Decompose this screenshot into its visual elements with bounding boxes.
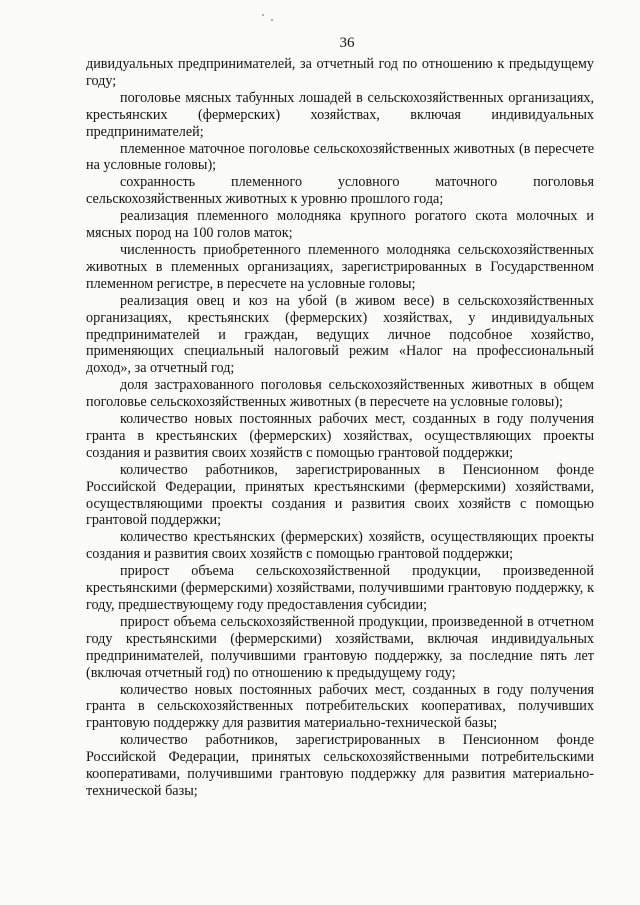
paragraph-new-jobs-cooperatives: количество новых постоянных рабочих мест, созданных в году получения гранта в сельскохозяйственных потребительских кооперативах, получивших грантовую поддержку для развития материально-технической базы;: [86, 681, 594, 732]
paragraph-breeding-livestock: племенное маточное поголовье сельскохозяйственных животных (в пересчете на условные головы);: [86, 140, 594, 174]
paragraph-horse-livestock: поголовье мясных табунных лошадей в сельскохозяйственных организациях, крестьянских (фермерских) хозяйствах, включая индивидуальных предпринимателей;: [86, 89, 594, 140]
paragraph-livestock-preservation: сохранность племенного условного маточного поголовья сельскохозяйственных животных к уровню прошлого года;: [86, 174, 594, 208]
scan-speck: [262, 14, 264, 16]
paragraph-new-jobs-farms: количество новых постоянных рабочих мест, созданных в году получения гранта в крестьянских (фермерских) хозяйствах, осуществляющих проекты создания и развития своих хозяйств с помощью грантовой поддержки;: [86, 411, 594, 461]
scan-speck: [271, 19, 273, 21]
page-number: 36: [339, 35, 355, 51]
paragraph-production-growth: прирост объема сельскохозяйственной продукции, произведенной крестьянскими (фермерскими) хозяйствами, получившими грантовую поддержку, к году, предшествующему году предоставления субсидии;: [86, 563, 594, 613]
document-body: [86, 56, 594, 800]
paragraph-sheep-goat-sales: реализация овец и коз на убой (в живом весе) в сельскохозяйственных организациях, крестьянских (фермерских) хозяйствах, у индивидуальных предпринимателей и граждан, ведущих личное подсобное хозяйство, применяющих специальный налоговый режим «Налог на профессиональный доход», за отчетный год;: [86, 292, 594, 377]
paragraph-employees-farms: количество работников, зарегистрированных в Пенсионном фонде Российской Федерации, принятых крестьянскими (фермерскими) хозяйствами, осуществляющими проекты создания и развития своих хозяйств с помощью грантовой поддержки;: [86, 461, 594, 529]
paragraph-cattle-sales: реализация племенного молодняка крупного рогатого скота молочных и мясных пород на 100 голов маток;: [86, 208, 594, 242]
paragraph-farm-count: количество крестьянских (фермерских) хозяйств, осуществляющих проекты создания и развития своих хозяйств с помощью грантовой поддержки;: [86, 529, 594, 563]
paragraph-production-growth-five-years: прирост объема сельскохозяйственной продукции, произведенной в отчетном году крестьянскими (фермерскими) хозяйствами, включая индивидуальных предпринимателей, получившими грантовую поддержку, за последние пять лет (включая отчетный год) по отношению к предыдущему году;: [86, 613, 594, 681]
paragraph-young-stock-purchase: численность приобретенного племенного молодняка сельскохозяйственных животных в племенных организациях, зарегистрированных в Государственном племенном регистре, в пересчете на условные головы;: [86, 241, 594, 292]
paragraph-insured-livestock: доля застрахованного поголовья сельскохозяйственных животных в общем поголовье сельскохозяйственных животных (в пересчете на условные головы);: [86, 377, 594, 411]
paragraph-continued: дивидуальных предпринимателей, за отчетный год по отношению к предыдущему году;: [86, 56, 594, 89]
paragraph-employees-cooperatives: количество работников, зарегистрированных в Пенсионном фонде Российской Федерации, принятых сельскохозяйственными потребительскими кооперативами, получившими грантовую поддержку для развития материально-технической базы;: [86, 732, 594, 799]
